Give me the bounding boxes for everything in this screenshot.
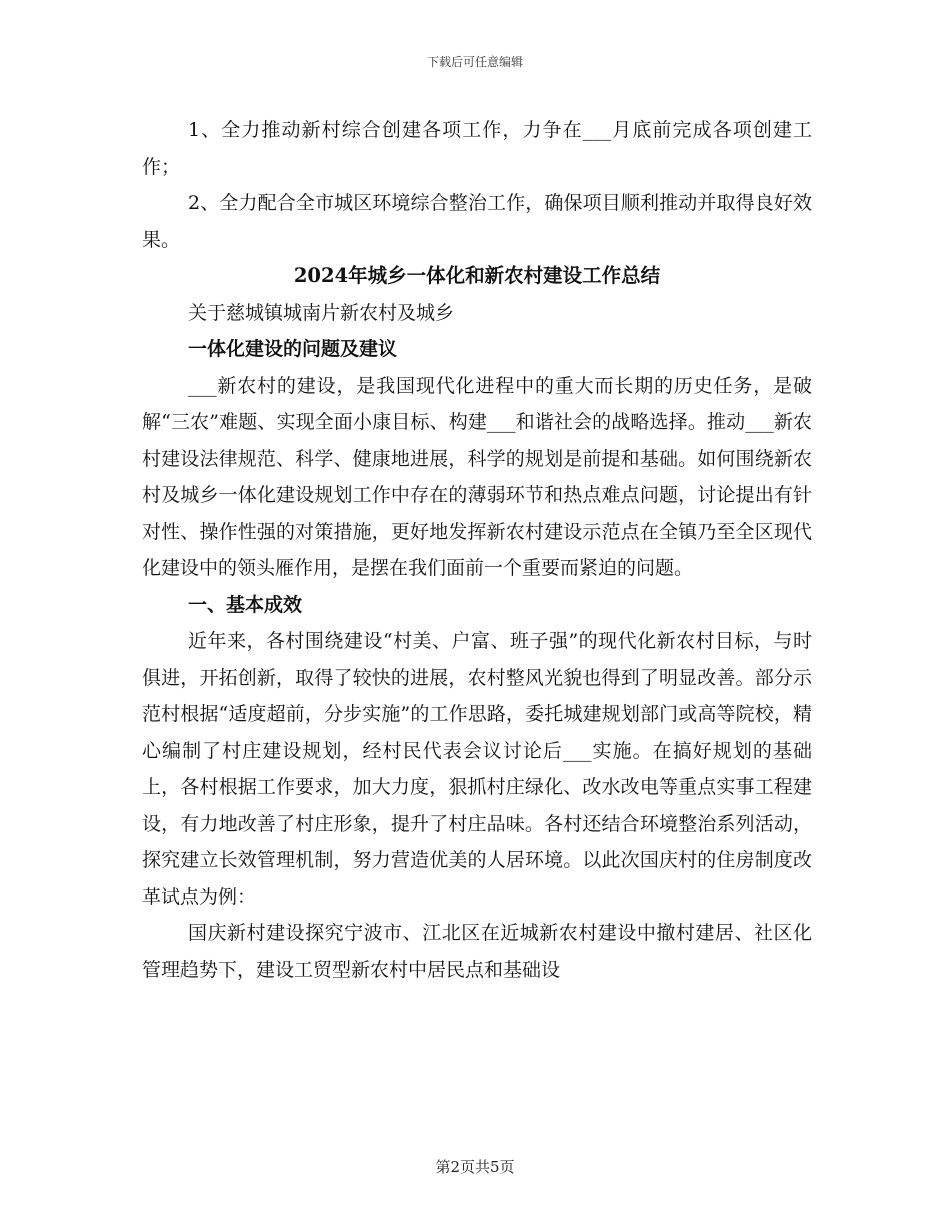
page-header-note: 下载后可任意编辑 xyxy=(426,55,523,69)
results-paragraph: 近年来，各村围绕建设“村美、户富、班子强”的现代化新农村目标，与时俱进，开拓创新，取得了较快的进展，农村整风光貌也得到了明显改善。部分示范村根据“适度超前，分步实施”的工作思路，委托城建规划部门或高等院校，精心编制了村庄建设规划，经村民代表会议讨论后___实施。在搞好规划的基础上，各村根据工作要求，加大力度，狠抓村庄绿化、改水改电等重点实事工程建设，有力地改善了村庄形象，提升了村庄品味。各村还结合环境整治系列活动，探究建立长效管理机制，努力营造优美的人居环境。以此次国庆村的住房制度改革试点为例： xyxy=(142,630,812,908)
guoqing-paragraph: 国庆新村建设探究宁波市、江北区在近城新农村建设中撤村建居、社区化管理趋势下，建设工贸型新农村中居民点和基础设 xyxy=(142,922,812,981)
subtitle-line-2: 一体化建设的问题及建议 xyxy=(188,338,398,360)
intro-paragraph: ___新农村的建设，是我国现代化进程中的重大而长期的历史任务，是破解“三农”难题、实现全面小康目标、构建___和谐社会的战略选择。推动___新农村建设法律规范、科学、健康地进展，科学的规划是前提和基础。如何围绕新农村及城乡一体化建设规划工作中存在的薄弱环节和热点难点问题，讨论提出有针对性、操作性强的对策措施，更好地发挥新农村建设示范点在全镇乃至全区现代化建设中的领头雁作用，是摆在我们面前一个重要而紧迫的问题。 xyxy=(142,374,812,579)
document-body xyxy=(142,112,812,988)
document-title: 2024年城乡一体化和新农村建设工作总结 xyxy=(293,264,661,287)
subtitle-line-1: 关于慈城镇城南片新农村及城乡 xyxy=(188,301,455,324)
paragraph-item-1: 1、全力推动新村综合创建各项工作，力争在___月底前完成各项创建工作； xyxy=(142,119,812,178)
paragraph-item-2: 2、全力配合全市城区环境综合整治工作，确保项目顺利推动并取得良好效果。 xyxy=(142,192,812,251)
section-heading-basic-results: 一、基本成效 xyxy=(188,593,303,616)
page-number: 第2页共5页 xyxy=(435,1158,515,1176)
